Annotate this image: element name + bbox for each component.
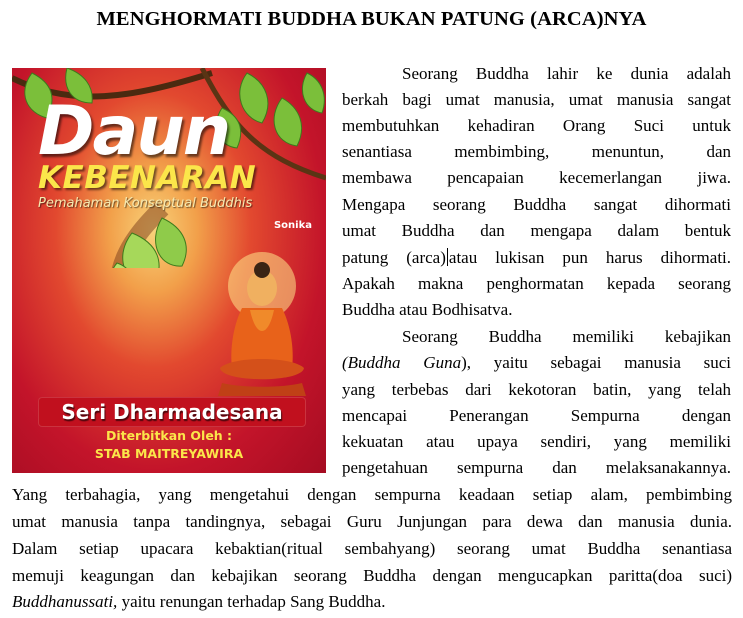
publisher-name: STAB MAITREYAWIRA [94, 446, 244, 461]
p1-line-6: Mengapa seorang Buddha sangat dihormati [342, 195, 731, 214]
series-label: Seri Dharmadesana [61, 400, 283, 424]
p1-line-5: membawa pencapaian kecemerlangan jiwa. [342, 168, 731, 187]
cover-author: Sonika [273, 220, 312, 231]
p2-line-10: memuji keagungan dan kebajikan seorang Buddha dengan mengucapkan paritta(doa suci) [12, 566, 732, 585]
p2-line-2 [342, 351, 731, 375]
p1-line-10: Buddha atau Bodhisatva. [342, 300, 513, 319]
p2-line-11-rest: yaitu renungan terhadap Sang Buddha. [117, 592, 386, 611]
p1-line-8-part-a: patung (arca) [342, 248, 446, 267]
p2-line-11 [12, 590, 732, 614]
series-band [38, 397, 306, 427]
page-title: MENGHORMATI BUDDHA BUKAN PATUNG (ARCA)NYA [96, 8, 647, 30]
p2-line-2-rest: ), yaitu sebagai manusia suci [461, 353, 731, 372]
p2-line-9: Dalam setiap upacara kebaktian(ritual sembahyang) seorang umat Buddha senantiasa [12, 539, 732, 558]
p1-line-2: berkah bagi umat manusia, umat manusia sangat [342, 90, 731, 109]
p2-line-8: umat manusia tanpa tandingnya, sebagai Guru Junjungan para dewa dan manusia dunia. [12, 512, 732, 531]
p2-line-11-italic: Buddhanussati, [12, 592, 118, 611]
p1-line-4: senantiasa membimbing, menuntun, dan [342, 142, 731, 161]
p1-line-9: Apakah makna penghormatan kepada seorang [342, 274, 731, 293]
cover-tagline: Pemahaman Konseptual Buddhis [38, 196, 253, 211]
buddha-figure-illustration [202, 248, 322, 398]
p2-line-1: Seorang Buddha memiliki kebajikan [402, 327, 731, 346]
cover-title: Daun [38, 92, 230, 171]
p1-line-1: Seorang Buddha lahir ke dunia adalah [402, 64, 731, 83]
publisher-label: Diterbitkan Oleh : [105, 428, 233, 443]
book-cover-image [12, 68, 326, 473]
p1-line-3: membutuhkan kehadiran Orang Suci untuk [342, 116, 731, 135]
cover-subtitle: KEBENARAN [38, 160, 257, 196]
p1-line-7: umat Buddha dan mengapa dalam bentuk [342, 221, 731, 240]
text-cursor [447, 248, 448, 266]
p1-line-8-part-b: atau lukisan pun harus dihormati. [448, 248, 732, 267]
p2-line-6: pengetahuan sempurna dan melaksanakannya. [342, 458, 731, 477]
p2-line-7: Yang terbahagia, yang mengetahui dengan sempurna keadaan setiap alam, pembimbing [12, 485, 732, 504]
p2-line-4: mencapai Penerangan Sempurna dengan [342, 406, 731, 425]
p1-line-8 [342, 246, 731, 270]
p2-line-3: yang terbebas dari kekotoran batin, yang telah [342, 380, 731, 399]
p2-line-2-italic: (Buddha Guna [342, 353, 462, 372]
p2-line-5: kekuatan atau upaya sendiri, yang memiliki [342, 432, 731, 451]
